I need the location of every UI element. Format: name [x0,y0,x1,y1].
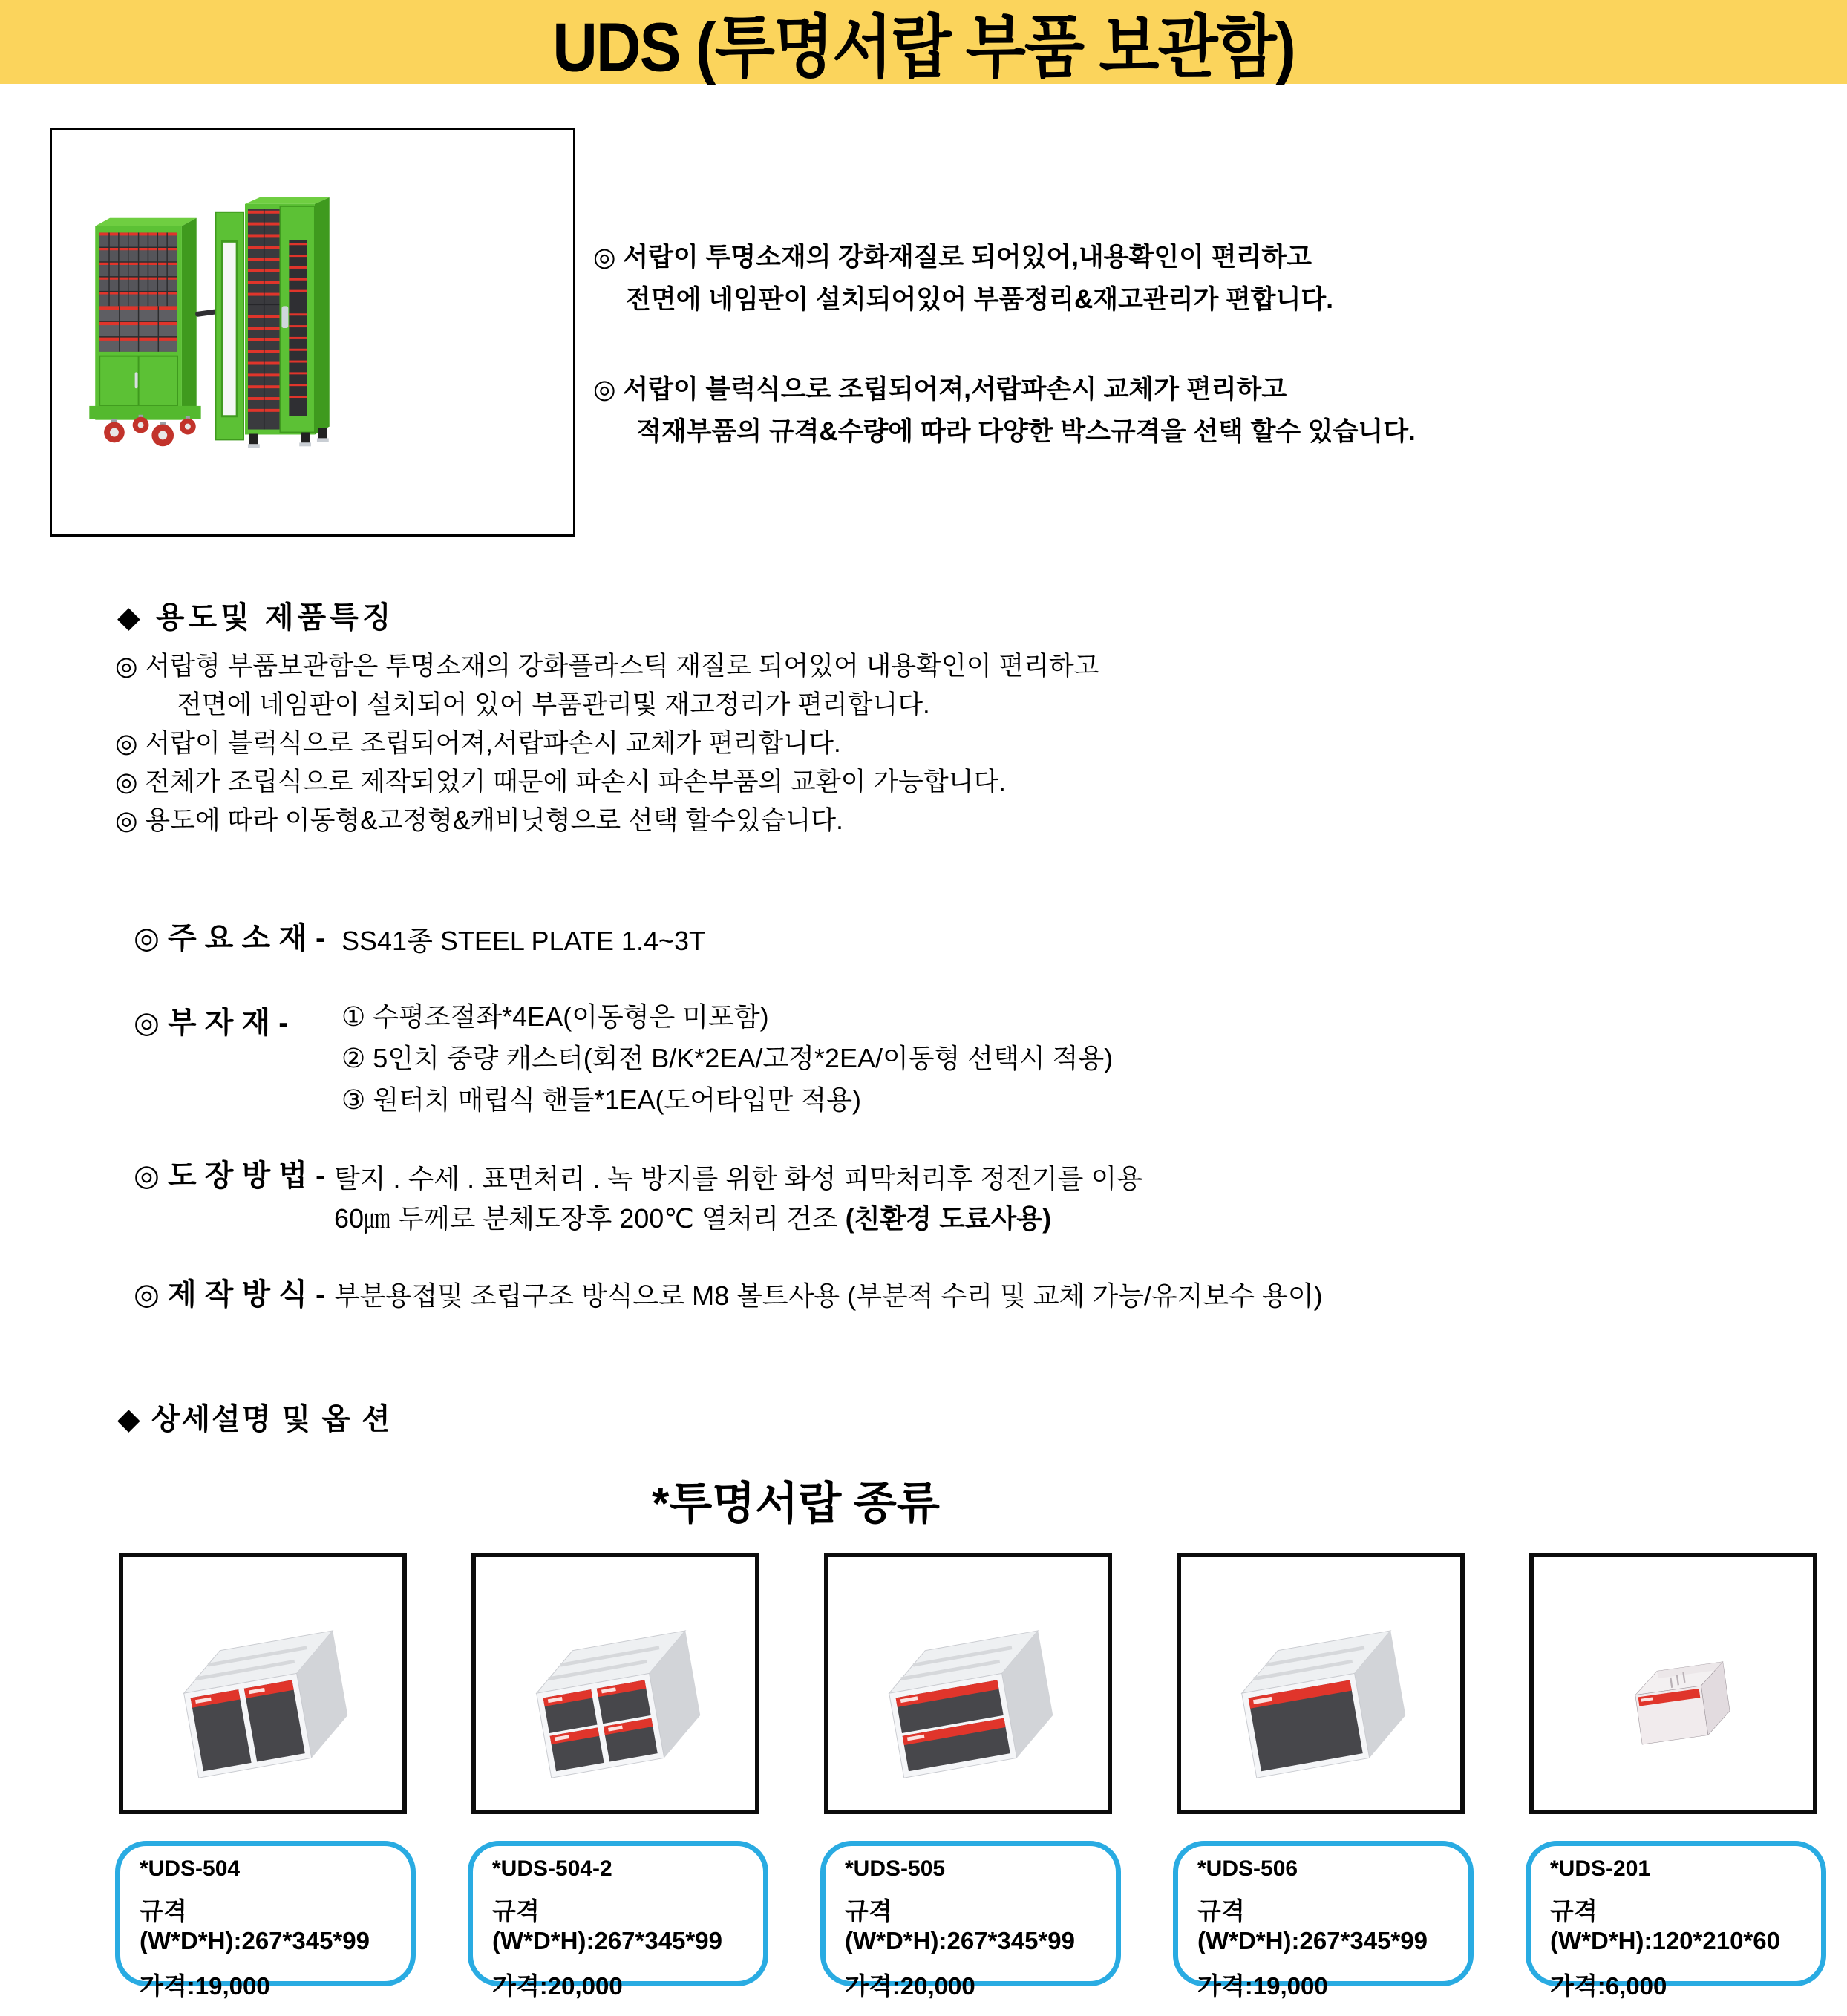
uds-504-image-frame [119,1553,407,1814]
features-list [115,647,1099,840]
title-banner [0,0,1847,84]
hero-bullet-1-line2: 전면에 네임판이 설치되어있어 부품정리&재고관리가 편합니다. [626,285,1333,314]
uds-504-2-info-card [468,1841,768,2000]
hero-bullet-1 [593,236,1333,321]
feature-item: ◎ 서랍형 부품보관함은 투명소재의 강화플라스틱 재질로 되어있어 내용확인이 편리하고 [115,652,1099,681]
uds-504-2-thumbnail [476,1557,755,1810]
door-cabinet-graphic [215,197,329,448]
product-price: 가격:20,000 [845,1972,975,2000]
product-price: 가격:20,000 [492,1972,623,2000]
drawer-types-heading: *투명서랍 종류 [652,1479,940,1528]
fabrication-label: ◎ 제 작 방 식 - [134,1278,326,1311]
hero-bullet-1-line1: ◎ 서랍이 투명소재의 강화재질로 되어있어,내용확인이 편리하고 [593,243,1312,272]
feature-item: ◎ 서랍이 블럭식으로 조립되어져,서랍파손시 교체가 편리합니다. [115,729,841,758]
feature-item-wrap: 전면에 네임판이 설치되어 있어 부품관리및 재고정리가 편리합니다. [177,690,930,719]
product-spec: 규격(W*D*H):267*345*99 [845,1897,1075,1954]
features-heading: ◆ 용도및 제품특징 [117,601,395,634]
painting-line2-bold: (친환경 도료사용) [845,1203,1052,1234]
accessory-item: ② 5인치 중량 캐스터(회전 B/K*2EA/고정*2EA/이동형 선택시 적용) [341,1043,1114,1073]
uds-506-info-card [1173,1841,1474,2000]
painting-label: ◎ 도 장 방 법 - [134,1159,326,1192]
accessories-label: ◎ 부 자 재 - [134,1007,289,1039]
accessory-item: ① 수평조절좌*4EA(이동형은 미포함) [341,1001,769,1032]
product-spec: 규격(W*D*H):120*210*60 [1550,1897,1780,1954]
feature-item: ◎ 용도에 따라 이동형&고정형&캐비닛형으로 선택 할수있습니다. [115,806,843,835]
product-model: *UDS-201 [1550,1856,1651,1881]
hero-image-frame [50,128,575,537]
product-model: *UDS-504-2 [492,1856,612,1881]
green-cabinet-illustration [52,130,573,534]
product-model: *UDS-506 [1197,1856,1298,1881]
hero-bullet-2-line1: ◎ 서랍이 블럭식으로 조립되어져,서랍파손시 교체가 편리하고 [593,375,1287,404]
uds-506-image-frame [1177,1553,1465,1814]
product-price: 가격:19,000 [140,1972,270,2000]
painting-line2-text: 60㎛ 두께로 분체도장후 200℃ 열처리 건조 [334,1203,846,1234]
uds-201-info-card [1526,1841,1826,2000]
accessory-item: ③ 원터치 매립식 핸들*1EA(도어타입만 적용) [341,1084,861,1115]
mobile-cabinet-graphic [89,218,218,447]
product-price: 가격:19,000 [1197,1972,1328,2000]
product-price: 가격:6,000 [1550,1972,1667,2000]
product-spec: 규격(W*D*H):267*345*99 [1197,1897,1428,1954]
page-title: UDS (투명서랍 부품 보관함) [552,8,1295,86]
fabrication-value: 부분용접및 조립구조 방식으로 M8 볼트사용 (부분적 수리 및 교체 가능/유지보수 용이) [334,1280,1323,1311]
uds-504-thumbnail [123,1557,402,1810]
uds-505-image-frame [824,1553,1112,1814]
feature-item: ◎ 전체가 조립식으로 제작되었기 때문에 파손시 파손부품의 교환이 가능합니다. [115,768,1006,796]
uds-506-thumbnail [1181,1557,1460,1810]
hero-bullet-2 [593,368,1416,453]
uds-504-info-card [115,1841,416,2000]
painting-line2 [334,1198,1051,1236]
product-spec: 규격(W*D*H):267*345*99 [492,1897,722,1954]
hero-bullet-2-line2: 적재부품의 규격&수량에 따라 다양한 박스규격을 선택 할수 있습니다. [636,417,1416,446]
uds-504-2-image-frame [471,1553,759,1814]
uds-505-info-card [820,1841,1121,2000]
uds-201-thumbnail [1534,1557,1813,1810]
options-heading: ◆ 상세설명 및 옵 션 [117,1403,392,1436]
product-model: *UDS-505 [845,1856,946,1881]
product-spec: 규격(W*D*H):267*345*99 [140,1897,370,1954]
material-value: SS41종 STEEL PLATE 1.4~3T [341,926,706,956]
uds-201-image-frame [1529,1553,1817,1814]
material-label: ◎ 주 요 소 재 - [134,922,326,955]
accessories-list [341,996,1113,1121]
product-model: *UDS-504 [140,1856,241,1881]
painting-line1: 탈지 . 수세 . 표면처리 . 녹 방지를 위한 화성 피막처리후 정전기를 이용 [334,1163,1142,1194]
uds-505-thumbnail [828,1557,1108,1810]
